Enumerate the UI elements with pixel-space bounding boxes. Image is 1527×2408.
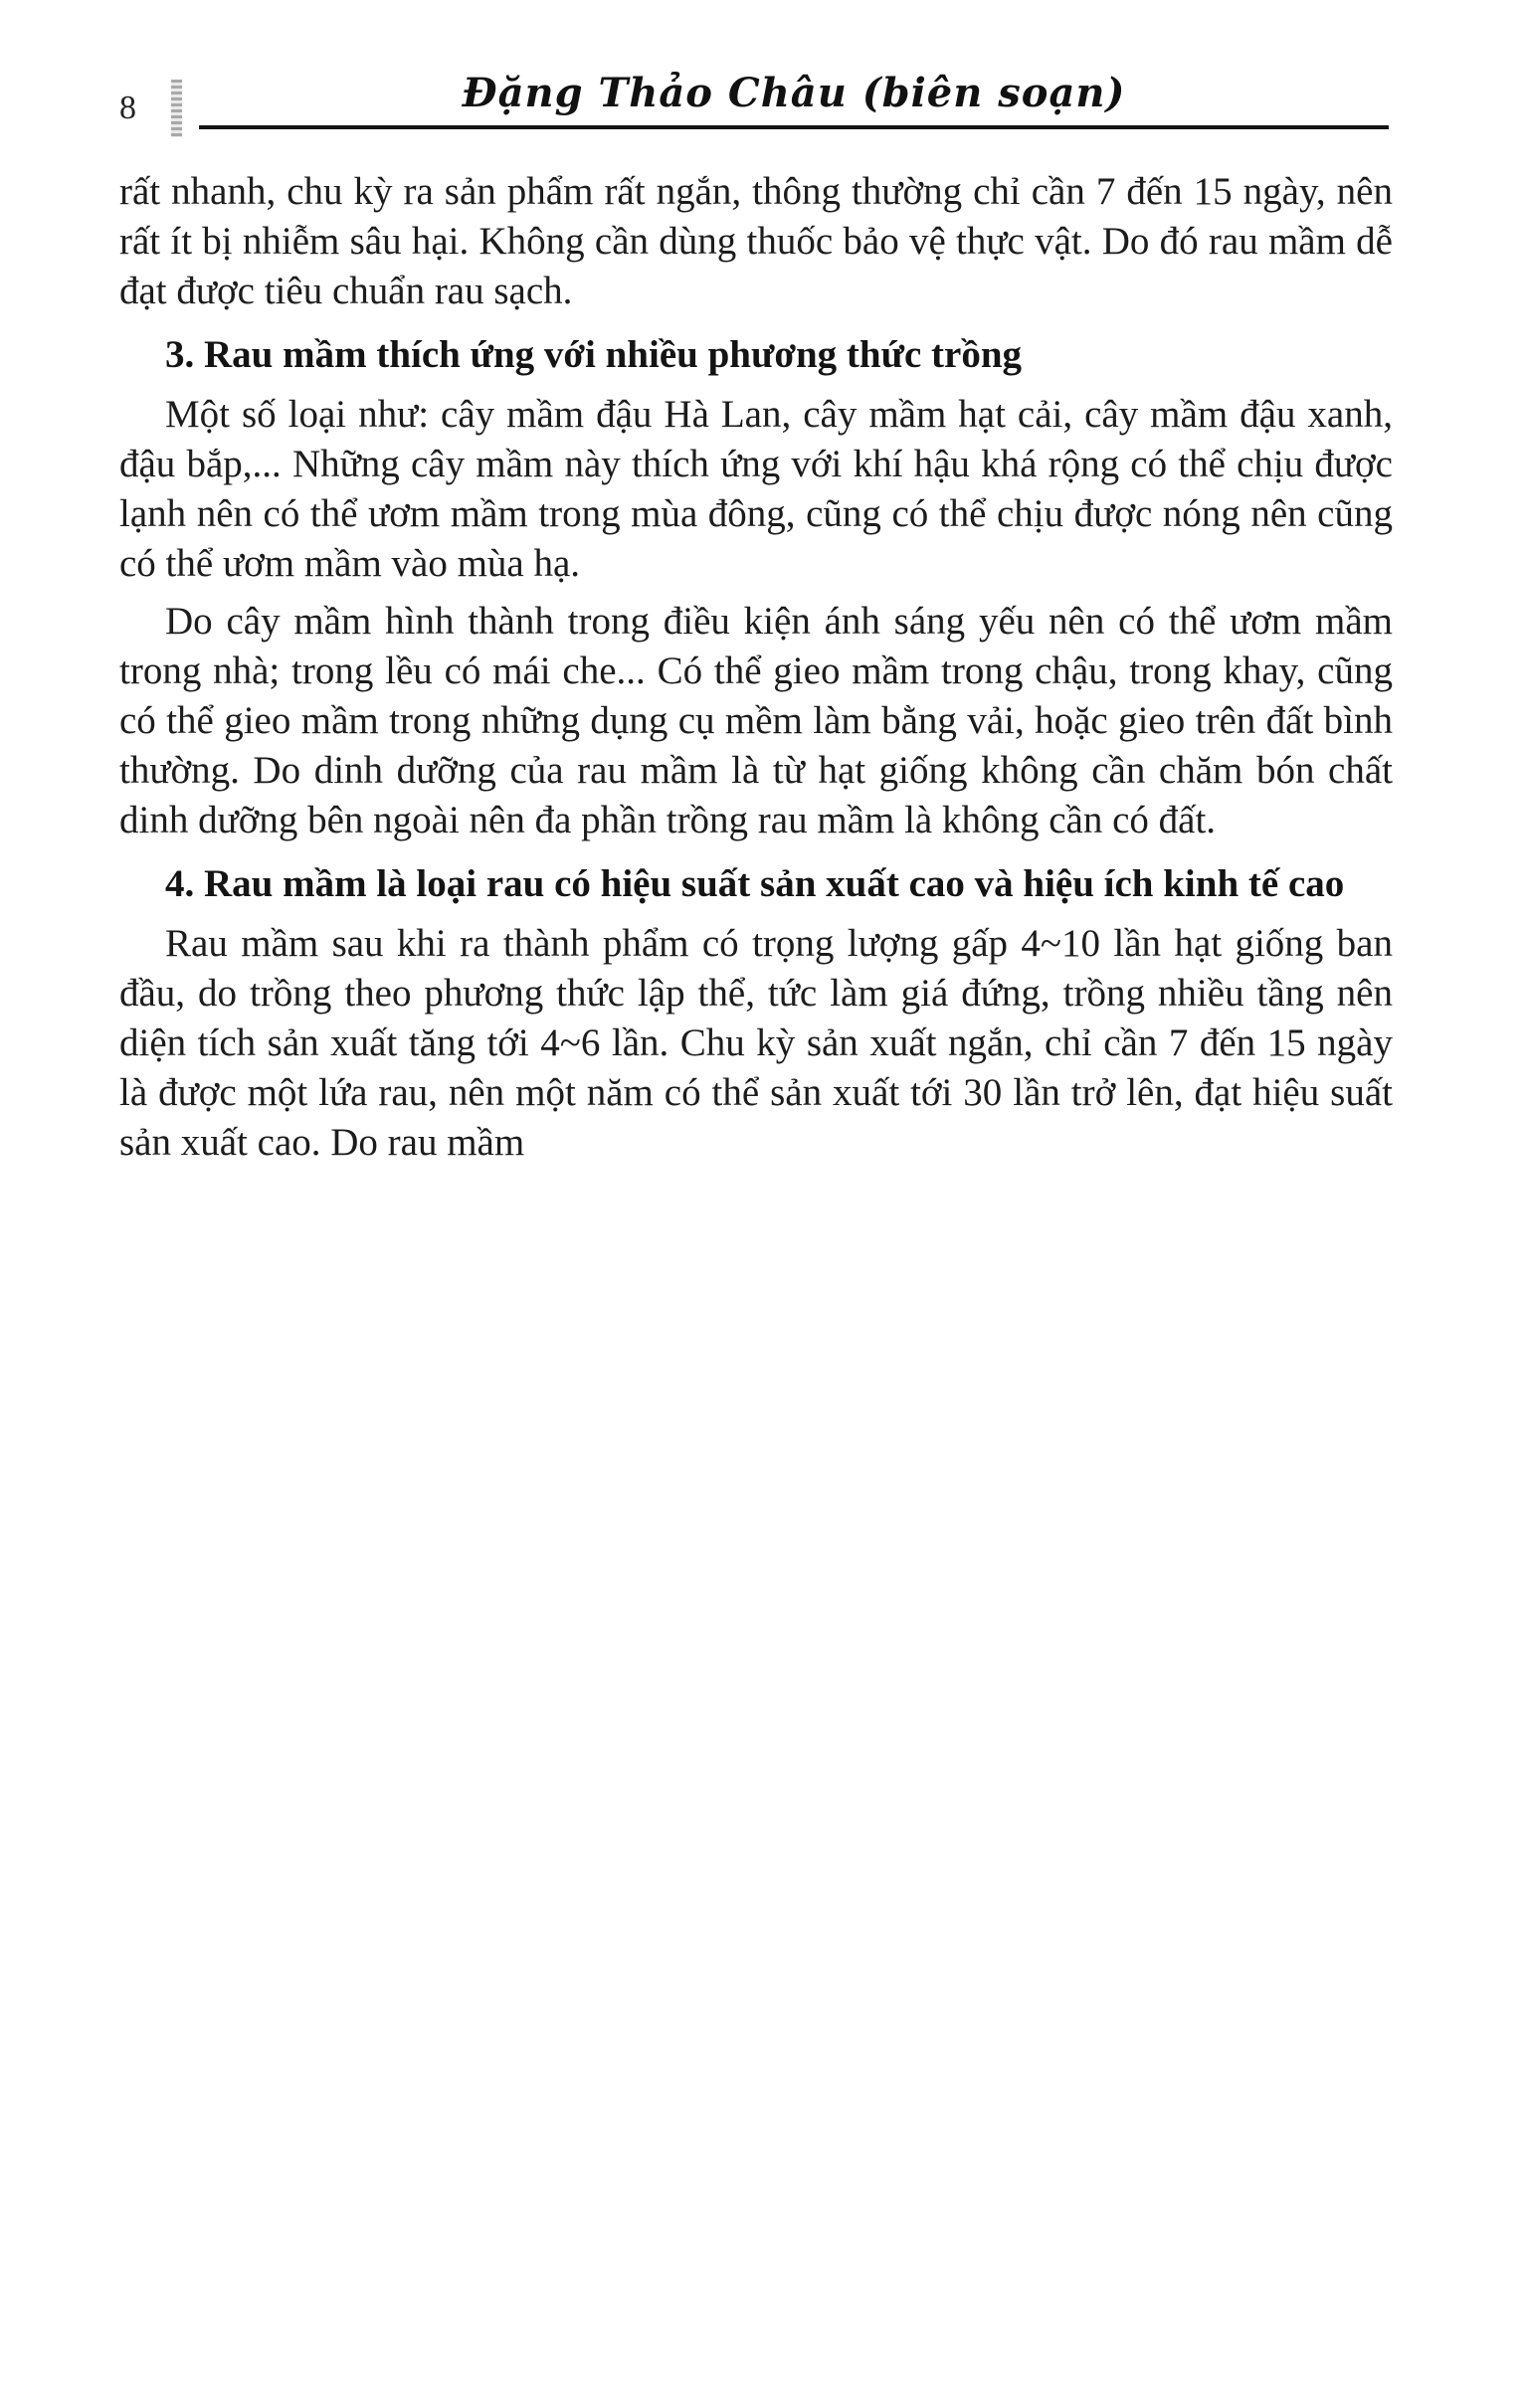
section-heading-3: 3. Rau mầm thích ứng với nhiều phương thức trồng — [165, 333, 1023, 376]
running-head-block — [199, 70, 1389, 141]
header-rule — [199, 125, 1389, 129]
page-body — [119, 167, 1393, 1176]
section-heading-4: 4. Rau mầm là loại rau có hiệu suất sản xuất cao và hiệu ích kinh tế cao — [165, 862, 1345, 905]
paragraph-4: Rau mầm sau khi ra thành phẩm có trọng lượng gấp 4~10 lần hạt giống ban đầu, do trồng theo phương thức lập thể, tức làm giá đứng, trồng nhiều tầng nên diện tích sản xuất tăng tới 4~6 lần. Chu kỳ sản xuất ngắn, chỉ cần 7 đến 15 ngày là được một lứa rau, nên một năm có thể sản xuất tới 30 lần trở lên, đạt hiệu suất sản xuất cao. Do rau mầm — [119, 922, 1393, 1164]
page-number: 8 — [119, 90, 136, 126]
header-decorative-bar — [171, 80, 182, 137]
running-head-title: Đặng Thảo Châu (biên soạn) — [462, 70, 1126, 116]
paragraph-continued: rất nhanh, chu kỳ ra sản phẩm rất ngắn, thông thường chỉ cần 7 đến 15 ngày, nên rất ít bị nhiễm sâu hại. Không cần dùng thuốc bảo vệ thực vật. Do đó rau mầm dễ đạt được tiêu chuẩn rau sạch. — [119, 170, 1393, 312]
page-header — [119, 70, 1389, 141]
paragraph-3: Do cây mầm hình thành trong điều kiện ánh sáng yếu nên có thể ươm mầm trong nhà; trong lều có mái che... Có thể gieo mầm trong chậu, trong khay, cũng có thể gieo mầm trong những dụng cụ mềm làm bằng vải, hoặc gieo trên đất bình thường. Do dinh dưỡng của rau mầm là từ hạt giống không cần chăm bón chất dinh dưỡng bên ngoài nên đa phần trồng rau mầm là không cần có đất. — [119, 600, 1393, 841]
paragraph-2: Một số loại như: cây mầm đậu Hà Lan, cây mầm hạt cải, cây mầm đậu xanh, đậu bắp,... Những cây mầm này thích ứng với khí hậu khá rộng có thể chịu được lạnh nên có thể ươm mầm trong mùa đông, cũng có thể chịu được nóng nên cũng có thể ươm mầm vào mùa hạ. — [119, 393, 1393, 585]
